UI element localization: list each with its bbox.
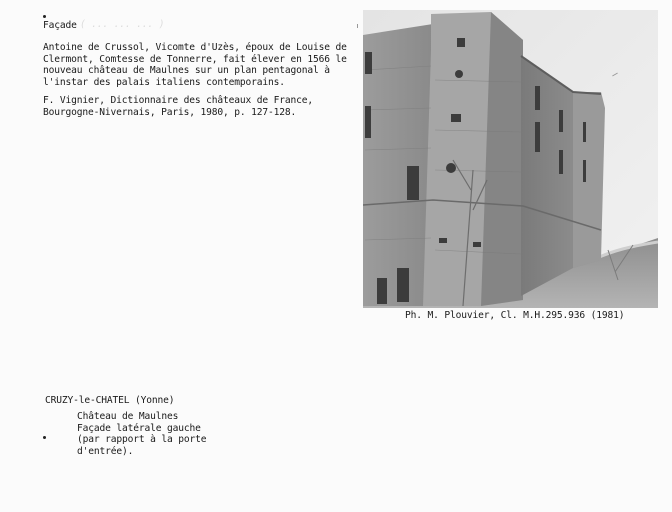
location-title: CRUZY-le-CHATEL (Yonne) — [45, 395, 175, 406]
location-line: Château de Maulnes — [77, 411, 179, 422]
record-heading: Façade — [43, 20, 77, 31]
reference-line: F. Vignier, Dictionnaire des châteaux de France, — [43, 95, 314, 106]
location-line: (par rapport à la porte — [77, 434, 207, 446]
margin-mark — [357, 24, 358, 28]
chateau-photograph — [363, 10, 658, 308]
location-line: d'entrée). — [77, 445, 134, 457]
reference-block — [43, 95, 313, 118]
description-line: Antoine de Crussol, Vicomte d'Uzès, époux de Louise de — [43, 42, 347, 53]
location-details — [77, 411, 206, 457]
bullet-dot — [43, 15, 46, 18]
description-line: l'instar des palais italiens contemporains. — [43, 76, 285, 88]
faint-handwritten-note: ( ... ... ... ) — [80, 19, 165, 30]
location-line: Façade latérale gauche — [77, 422, 201, 434]
photo-caption: Ph. M. Plouvier, Cl. M.H.295.936 (1981) — [405, 310, 625, 321]
description-line: nouveau château de Maulnes sur un plan pentagonal à — [43, 65, 330, 77]
bullet-dot — [43, 436, 46, 439]
description-block — [43, 42, 347, 88]
reference-line: Bourgogne-Nivernais, Paris, 1980, p. 127-128. — [43, 106, 297, 118]
description-line: Clermont, Comtesse de Tonnerre, fait élever en 1566 le — [43, 53, 347, 65]
